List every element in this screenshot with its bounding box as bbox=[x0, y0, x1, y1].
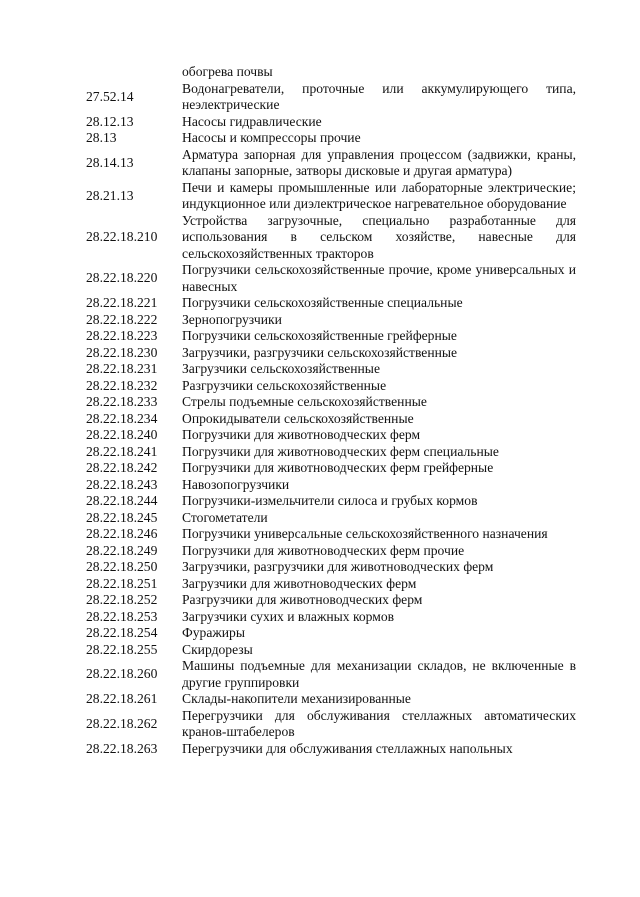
row-code: 28.21.13 bbox=[86, 187, 134, 203]
row-description: Погрузчики сельскохозяйственные прочие, кроме универсальных и навесных bbox=[182, 262, 576, 294]
table-row bbox=[86, 328, 576, 345]
row-description: Печи и камеры промышленные или лабораторные электрические; индукционное или диэлектрическое нагревательное оборудование bbox=[182, 179, 576, 211]
row-description: Погрузчики универсальные сельскохозяйственного назначения bbox=[182, 526, 548, 541]
table-row bbox=[86, 361, 576, 378]
row-code: 28.13 bbox=[86, 130, 117, 145]
table-row bbox=[86, 130, 576, 147]
row-code: 28.22.18.253 bbox=[86, 608, 158, 624]
row-code: 28.22.18.245 bbox=[86, 509, 158, 525]
row-description: Зернопогрузчики bbox=[182, 311, 282, 327]
row-description: Насосы гидравлические bbox=[182, 113, 322, 129]
table-row bbox=[86, 180, 576, 213]
row-code: 28.22.18.250 bbox=[86, 559, 158, 574]
row-description: Погрузчики сельскохозяйственные грейферные bbox=[182, 328, 457, 343]
row-description: Перегрузчики для обслуживания стеллажных автоматических кранов-штабелеров bbox=[182, 707, 576, 739]
table-row bbox=[86, 741, 576, 758]
row-code: 28.22.18.255 bbox=[86, 641, 158, 657]
row-code: 28.22.18.220 bbox=[86, 270, 158, 286]
row-description: Арматура запорная для управления процессом (задвижки, краны, клапаны запорные, затворы дисковые и другая арматура) bbox=[182, 146, 576, 178]
table-row bbox=[86, 477, 576, 494]
row-code: 28.12.13 bbox=[86, 113, 134, 129]
row-code: 28.22.18.221 bbox=[86, 295, 158, 310]
row-description: Загрузчики для животноводческих ферм bbox=[182, 575, 417, 591]
table-row bbox=[86, 444, 576, 461]
row-description: Погрузчики для животноводческих ферм bbox=[182, 427, 421, 442]
table-row bbox=[86, 543, 576, 560]
table-row bbox=[86, 213, 576, 263]
table-row bbox=[86, 312, 576, 329]
table-row bbox=[86, 394, 576, 411]
row-code: 28.22.18.260 bbox=[86, 666, 158, 682]
row-code: 28.22.18.263 bbox=[86, 740, 158, 756]
row-code: 28.22.18.233 bbox=[86, 394, 158, 409]
row-code: 28.22.18.244 bbox=[86, 493, 158, 508]
row-code: 28.22.18.230 bbox=[86, 344, 158, 360]
document-page bbox=[86, 64, 576, 757]
row-description: Погрузчики для животноводческих ферм грейферные bbox=[182, 460, 494, 475]
row-code: 28.22.18.241 bbox=[86, 443, 158, 459]
row-description: обогрева почвы bbox=[182, 64, 273, 79]
row-code: 28.22.18.261 bbox=[86, 691, 158, 706]
row-code: 28.22.18.240 bbox=[86, 427, 158, 442]
row-description: Опрокидыватели сельскохозяйственные bbox=[182, 410, 414, 426]
row-description: Навозопогрузчики bbox=[182, 476, 290, 492]
row-code: 28.22.18.249 bbox=[86, 542, 158, 558]
row-code: 28.22.18.234 bbox=[86, 410, 158, 426]
table-row bbox=[86, 411, 576, 428]
row-description: Погрузчики сельскохозяйственные специальные bbox=[182, 295, 463, 310]
table-row bbox=[86, 345, 576, 362]
row-description: Машины подъемные для механизации складов, не включенные в другие группировки bbox=[182, 658, 576, 690]
row-description: Водонагреватели, проточные или аккумулирующего типа, неэлектрические bbox=[182, 80, 576, 112]
row-description: Перегрузчики для обслуживания стеллажных напольных bbox=[182, 740, 513, 756]
row-description: Погрузчики для животноводческих ферм специальные bbox=[182, 443, 499, 459]
table-row bbox=[86, 609, 576, 626]
row-code: 28.22.18.243 bbox=[86, 476, 158, 492]
table-row bbox=[86, 658, 576, 691]
row-description: Скирдорезы bbox=[182, 641, 253, 657]
row-description: Стогометатели bbox=[182, 509, 268, 525]
row-code: 28.14.13 bbox=[86, 154, 134, 170]
table-row bbox=[86, 691, 576, 708]
row-description: Устройства загрузочные, специально разработанные для использования в сельском хозяйстве, навесные для сельскохозяйственных тракторов bbox=[182, 212, 576, 261]
table-row bbox=[86, 642, 576, 659]
table-row bbox=[86, 295, 576, 312]
row-code: 28.22.18.210 bbox=[86, 229, 158, 244]
row-description: Загрузчики сухих и влажных кормов bbox=[182, 608, 395, 624]
table-row bbox=[86, 592, 576, 609]
row-description: Насосы и компрессоры прочие bbox=[182, 130, 361, 145]
row-description: Погрузчики-измельчители силоса и грубых кормов bbox=[182, 493, 478, 508]
row-code: 28.22.18.262 bbox=[86, 715, 158, 731]
table-row bbox=[86, 576, 576, 593]
row-code: 28.22.18.223 bbox=[86, 328, 158, 343]
row-description: Загрузчики, разгрузчики для животноводческих ферм bbox=[182, 559, 494, 574]
table-row bbox=[86, 559, 576, 576]
table-row bbox=[86, 708, 576, 741]
row-code: 28.22.18.231 bbox=[86, 361, 158, 376]
row-description: Стрелы подъемные сельскохозяйственные bbox=[182, 394, 427, 409]
table-row bbox=[86, 526, 576, 543]
table-row bbox=[86, 493, 576, 510]
row-code: 28.22.18.254 bbox=[86, 625, 158, 640]
table-row bbox=[86, 625, 576, 642]
table-row bbox=[86, 262, 576, 295]
table-row bbox=[86, 81, 576, 114]
row-code: 28.22.18.251 bbox=[86, 575, 158, 591]
row-code: 28.22.18.232 bbox=[86, 377, 158, 393]
table-row bbox=[86, 510, 576, 527]
row-description: Склады-накопители механизированные bbox=[182, 691, 411, 706]
row-description: Загрузчики сельскохозяйственные bbox=[182, 361, 380, 376]
row-description: Погрузчики для животноводческих ферм прочие bbox=[182, 542, 465, 558]
table-row bbox=[86, 378, 576, 395]
table-row bbox=[86, 64, 576, 81]
row-description: Разгрузчики сельскохозяйственные bbox=[182, 377, 387, 393]
row-code: 28.22.18.252 bbox=[86, 592, 158, 607]
row-description: Разгрузчики для животноводческих ферм bbox=[182, 592, 423, 607]
table-row bbox=[86, 147, 576, 180]
row-code: 28.22.18.246 bbox=[86, 526, 158, 541]
table-row bbox=[86, 114, 576, 131]
table-row bbox=[86, 427, 576, 444]
row-code: 28.22.18.222 bbox=[86, 311, 158, 327]
row-description: Загрузчики, разгрузчики сельскохозяйственные bbox=[182, 344, 458, 360]
table-row bbox=[86, 460, 576, 477]
row-code: 27.52.14 bbox=[86, 88, 134, 104]
row-description: Фуражиры bbox=[182, 625, 245, 640]
row-code: 28.22.18.242 bbox=[86, 460, 158, 475]
